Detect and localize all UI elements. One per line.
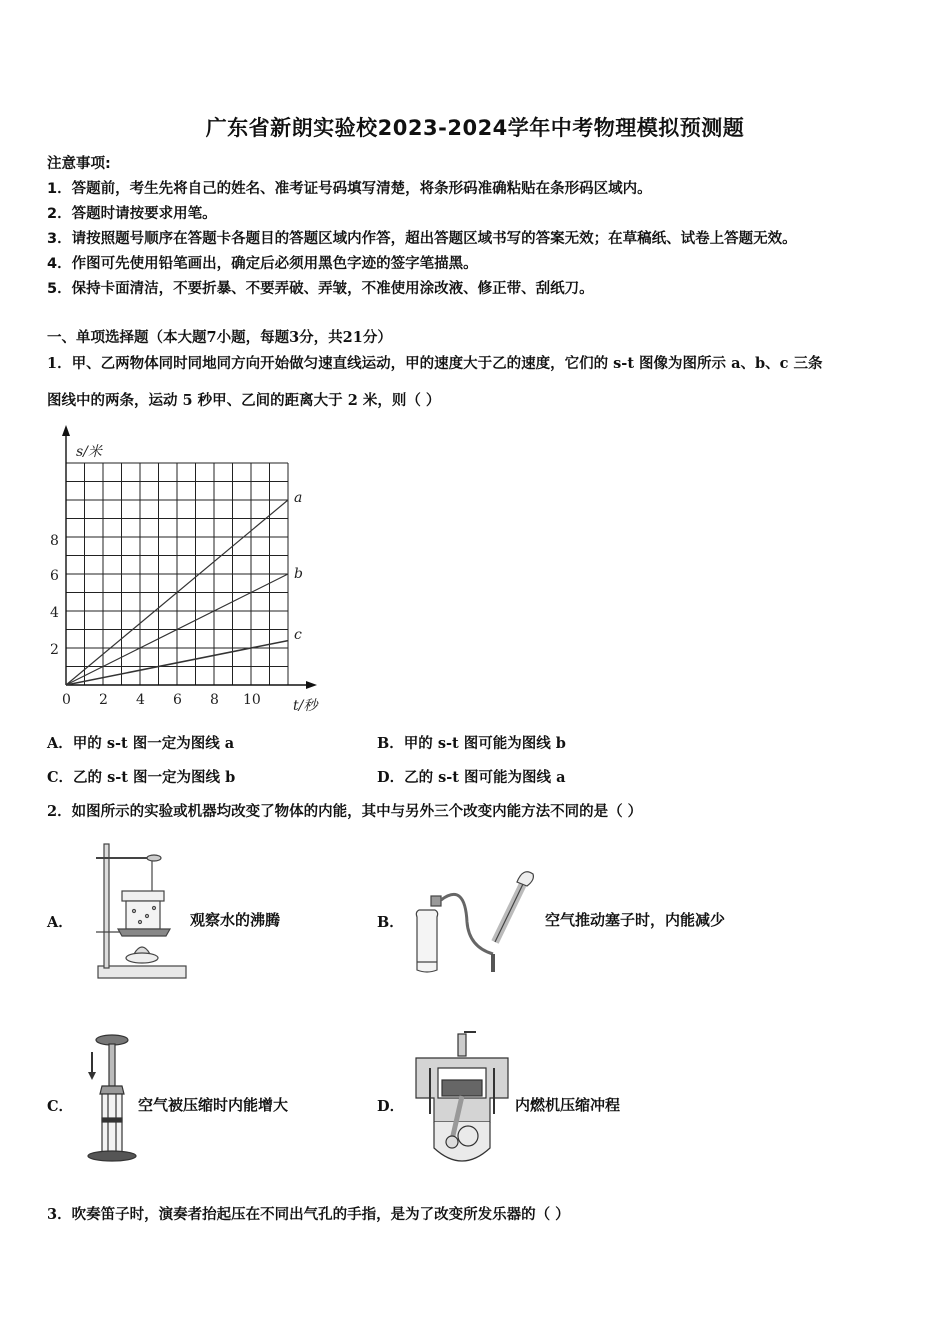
notice-item: 2．答题时请按要求用笔。 [47, 206, 217, 222]
air-pump-bottle-figure [405, 862, 545, 982]
engine-compression-figure [412, 1028, 512, 1168]
x-axis-label: t/秒 [293, 698, 318, 714]
line-b-label: b [294, 566, 303, 582]
section-heading: 一、单项选择题（本大题7小题，每题3分，共21分） [47, 329, 392, 346]
question-1-stem-cont: 图线中的两条，运动 5 秒甲、乙间的距离大于 2 米，则（ ） [47, 392, 441, 409]
line-a-label: a [294, 490, 303, 506]
option-letter: D． [377, 769, 405, 786]
q1-option-c[interactable] [47, 766, 235, 787]
graph-grid [66, 463, 288, 685]
y-tick-4: 4 [50, 605, 59, 621]
option-text: 乙的 s-t 图一定为图线 b [73, 769, 236, 786]
q2-option-b-caption: 空气推动塞子时，内能减少 [545, 911, 726, 929]
q2-option-d-caption: 内燃机压缩冲程 [515, 1096, 621, 1114]
q2-option-c-caption: 空气被压缩时内能增大 [138, 1096, 289, 1114]
q2-option-d-letter[interactable]: D． [377, 1098, 405, 1115]
q1-option-d[interactable] [377, 766, 566, 787]
notice-item: 5．保持卡面清洁，不要折暴、不要弄破、弄皱，不准使用涂改液、修正带、刮纸刀。 [47, 281, 594, 297]
x-tick-0: 0 [62, 692, 71, 708]
y-tick-2: 2 [50, 642, 59, 658]
st-graph [40, 420, 340, 720]
notice-heading: 注意事项: [47, 156, 111, 172]
q1-option-b[interactable] [377, 732, 566, 753]
line-c-label: c [294, 627, 302, 643]
question-2-stem: 2．如图所示的实验或机器均改变了物体的内能，其中与另外三个改变内能方法不同的是（ ） [47, 803, 643, 820]
option-text: 甲的 s-t 图一定为图线 a [72, 735, 235, 752]
y-tick-6: 6 [50, 568, 59, 584]
option-letter: A． [47, 735, 73, 752]
option-text: 乙的 s-t 图可能为图线 a [404, 769, 566, 786]
exam-title: 广东省新朗实验校2023-2024学年中考物理模拟预测题 [205, 116, 745, 140]
fire-syringe-figure [82, 1032, 142, 1167]
q2-option-a-letter[interactable]: A． [47, 914, 73, 931]
graph-axes [62, 425, 317, 689]
notice-item: 1．答题前，考生先将自己的姓名、准考证号码填写清楚，将条形码准确粘贴在条形码区域内。 [47, 181, 652, 197]
y-tick-8: 8 [50, 533, 59, 549]
question-3-stem: 3．吹奏笛子时，演奏者抬起压在不同出气孔的手指，是为了改变所发乐器的（ ） [47, 1206, 570, 1223]
q1-option-a[interactable] [47, 732, 234, 753]
option-text: 甲的 s-t 图可能为图线 b [403, 735, 566, 752]
q2-option-b-letter[interactable]: B． [377, 914, 404, 931]
x-tick-8: 8 [210, 692, 219, 708]
x-tick-4: 4 [136, 692, 145, 708]
x-tick-6: 6 [173, 692, 182, 708]
option-letter: B． [377, 735, 404, 752]
option-letter: C． [47, 769, 74, 786]
notice-item: 4．作图可先使用铅笔画出，确定后必须用黑色字迹的签字笔描黑。 [47, 256, 478, 272]
x-tick-10: 10 [243, 692, 261, 708]
y-axis-label: s/米 [76, 444, 102, 460]
q2-option-a-caption: 观察水的沸腾 [190, 911, 281, 929]
boiling-water-apparatus-figure [92, 836, 192, 986]
q2-option-c-letter[interactable]: C． [47, 1098, 74, 1115]
x-tick-2: 2 [99, 692, 108, 708]
notice-item: 3．请按照题号顺序在答题卡各题目的答题区域内作答，超出答题区域书写的答案无效；在草稿纸、试卷上答题无效。 [47, 231, 797, 247]
question-1-stem: 1．甲、乙两物体同时同地同方向开始做匀速直线运动，甲的速度大于乙的速度，它们的 s-t 图像为图所示 a、b、c 三条 [47, 355, 823, 372]
